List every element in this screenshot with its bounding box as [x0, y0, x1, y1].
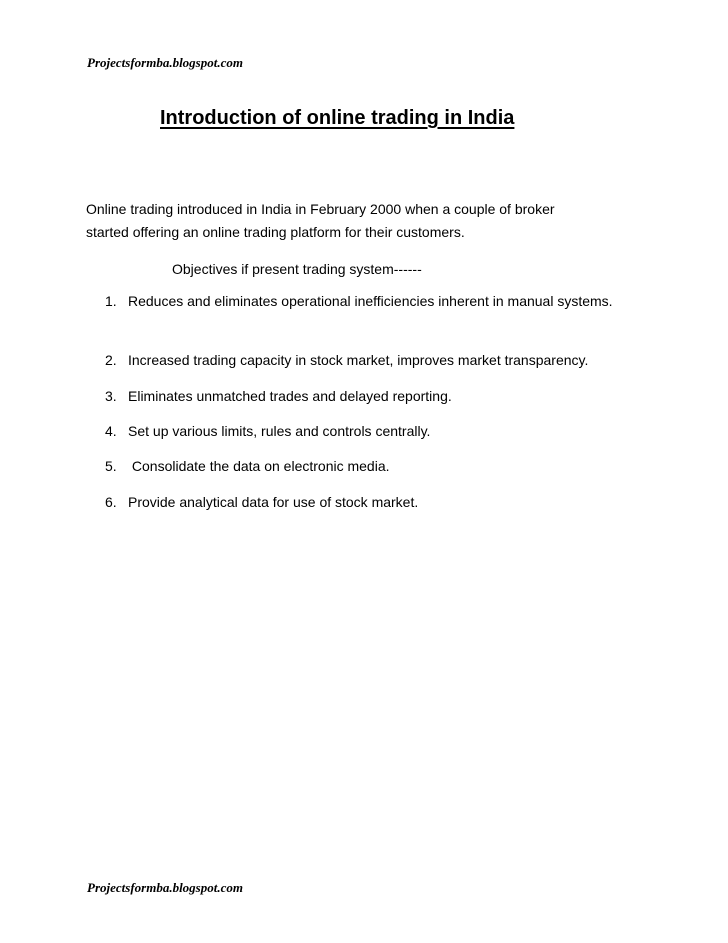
list-item — [105, 491, 665, 514]
list-item-text: Reduces and eliminates operational inefficiencies inherent in manual systems. — [128, 293, 613, 309]
list-item-number: 4. — [105, 423, 117, 439]
list-item — [105, 290, 665, 313]
list-item-text: Eliminates unmatched trades and delayed reporting. — [128, 388, 452, 404]
list-item — [105, 420, 665, 443]
list-item-number: 6. — [105, 494, 117, 510]
header-url: Projectsformba.blogspot.com — [87, 55, 243, 70]
intro-paragraph — [86, 198, 646, 244]
list-item-text: Consolidate the data on electronic media. — [128, 458, 390, 474]
list-item-text: Set up various limits, rules and controls centrally. — [128, 423, 431, 439]
intro-line-1: Online trading introduced in India in February 2000 when a couple of broker — [86, 201, 555, 217]
objectives-heading: Objectives if present trading system------ — [172, 261, 422, 277]
list-item-number: 1. — [105, 293, 117, 309]
list-item — [105, 455, 665, 478]
intro-line-2: started offering an online trading platform for their customers. — [86, 224, 465, 240]
footer-url: Projectsformba.blogspot.com — [87, 880, 243, 895]
list-item — [105, 349, 665, 372]
page-title: Introduction of online trading in India — [160, 107, 515, 129]
list-item-text: Increased trading capacity in stock market, improves market transparency. — [128, 352, 589, 368]
list-item-text: Provide analytical data for use of stock market. — [128, 494, 419, 510]
list-item — [105, 385, 665, 408]
list-item-number: 2. — [105, 352, 117, 368]
list-item-number: 5. — [105, 458, 117, 474]
list-item-number: 3. — [105, 388, 117, 404]
